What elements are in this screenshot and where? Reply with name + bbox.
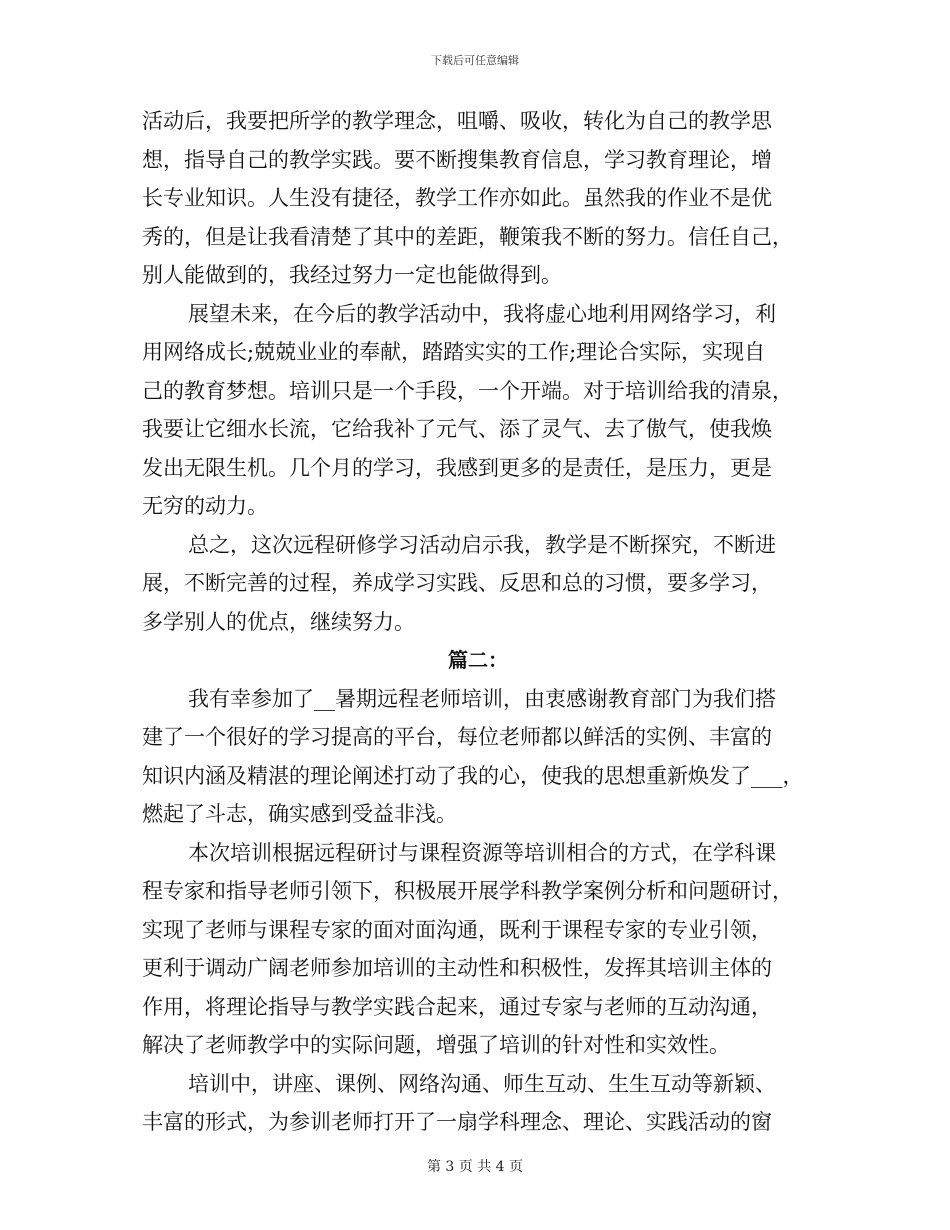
- text-line: 解决了老师教学中的实际问题，增强了培训的针对性和实效性。: [142, 1033, 730, 1057]
- text-line: 我有幸参加了__暑期远程老师培训，由衷感谢教育部门为我们搭: [188, 686, 776, 711]
- page-footer: 第 3 页 共 4 页: [426, 1159, 524, 1175]
- text-line: 更利于调动广阔老师参加培训的主动性和积极性，发挥其培训主体的: [142, 956, 772, 980]
- text-line: 发出无限生机。几个月的学习，我感到更多的是责任，是压力，更是: [142, 455, 772, 480]
- text-line: 建了一个很好的学习提高的平台，每位老师都以鲜活的实例、丰富的: [142, 725, 772, 749]
- document-body: [142, 102, 814, 1142]
- text-line: 培训中，讲座、课例、网络沟通、师生互动、生生互动等新颖、: [188, 1071, 776, 1096]
- text-line: 知识内涵及精湛的理论阐述打动了我的心，使我的思想重新焕发了___，: [142, 763, 804, 788]
- paragraph-3: [142, 526, 814, 642]
- paragraph-5: [142, 834, 814, 1065]
- text-line: 总之，这次远程研修学习活动启示我，教学是不断探究，不断进: [188, 532, 776, 557]
- text-line: 我要让它细水长流，它给我补了元气、添了灵气、去了傲气，使我焕: [142, 417, 772, 441]
- text-line: 作用，将理论指导与教学实践合起来，通过专家与老师的互动沟通，: [142, 994, 772, 1019]
- text-line: 实现了老师与课程专家的面对面沟通，既利于课程专家的专业引领，: [142, 917, 772, 942]
- text-line: 用网络成长;兢兢业业的奉献，踏踏实实的工作;理论合实际，实现自: [142, 340, 766, 364]
- paragraph-4: [142, 680, 814, 834]
- text-line: 丰富的形式，为参训老师打开了一扇学科理念、理论、实践活动的窗: [142, 1110, 772, 1134]
- text-line: 无穷的动力。: [142, 494, 268, 518]
- page-header: 下载后可任意编辑: [431, 54, 519, 67]
- text-line: 本次培训根据远程研讨与课程资源等培训相合的方式，在学科课: [188, 840, 776, 865]
- text-line: 己的教育梦想。培训只是一个手段，一个开端。对于培训给我的清泉，: [142, 378, 793, 403]
- paragraph-6: [142, 1065, 814, 1142]
- text-line: 活动后，我要把所学的教学理念，咀嚼、吸收，转化为自己的教学思: [142, 109, 772, 133]
- paragraph-2: [142, 295, 814, 526]
- text-line: 别人能做到的，我经过努力一定也能做得到。: [142, 263, 562, 287]
- section-heading: 篇二：: [448, 648, 508, 672]
- text-line: 燃起了斗志，确实感到受益非浅。: [142, 802, 457, 826]
- paragraph-1: [142, 102, 814, 295]
- text-line: 长专业知识。人生没有捷径，教学工作亦如此。虽然我的作业不是优: [142, 186, 772, 210]
- text-line: 秀的，但是让我看清楚了其中的差距，鞭策我不断的努力。信任自己，: [142, 224, 793, 249]
- text-line: 多学别人的优点，继续努力。: [142, 609, 415, 634]
- text-line: 想，指导自己的教学实践。要不断搜集教育信息，学习教育理论，增: [142, 147, 772, 172]
- text-line: 展望未来，在今后的教学活动中，我将虚心地利用网络学习，利: [188, 301, 776, 326]
- text-line: 展，不断完善的过程，养成学习实践、反思和总的习惯，要多学习，: [142, 571, 772, 595]
- text-line: 程专家和指导老师引领下，积极展开展学科教学案例分析和问题研讨，: [142, 879, 793, 903]
